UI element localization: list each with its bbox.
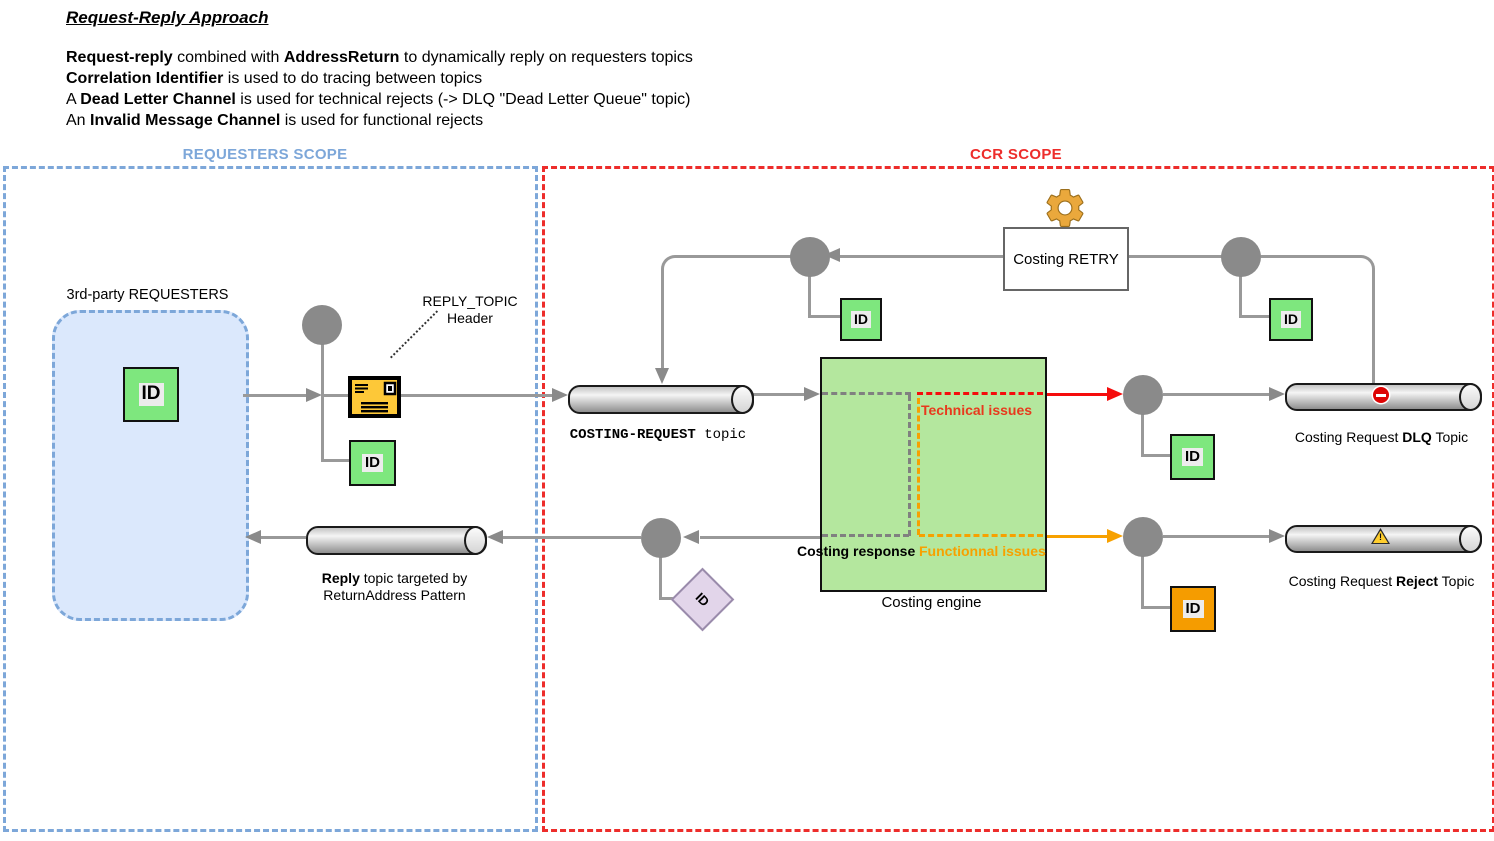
id-badge-reject <box>1170 586 1216 632</box>
id-diamond-label: ID <box>692 589 713 610</box>
id-badge-retry-right <box>1269 298 1313 341</box>
id-badge-label: ID <box>1281 311 1301 328</box>
arrowhead-down-into-request-topic <box>655 368 669 384</box>
reply-topic-label <box>296 570 493 604</box>
costing-request-topic-label <box>558 427 758 443</box>
engine-response-dashed-vertical <box>908 395 911 536</box>
dlq-label-suffix: Topic <box>1431 429 1469 445</box>
elbow-dlq-node-v <box>1141 413 1144 457</box>
arrowhead-into-request-topic <box>552 388 568 402</box>
reject-label-suffix: Topic <box>1438 573 1475 589</box>
requesters-scope-label: REQUESTERS SCOPE <box>182 146 348 163</box>
connector-junction-to-header-id <box>321 459 351 462</box>
intro-line-1-bold2: AddressReturn <box>283 49 400 66</box>
costing-retry-box <box>1003 227 1129 291</box>
intro-line-4-bold1: Invalid Message Channel <box>90 112 281 129</box>
dlq-label-bold: DLQ <box>1402 429 1432 445</box>
reply-topic-note-line2: Header <box>447 310 493 326</box>
costing-retry-label: Costing RETRY <box>1013 250 1119 268</box>
connector-requesters-to-junction <box>243 394 306 397</box>
arrowhead-into-reject-topic <box>1269 529 1285 543</box>
connector-technical-to-dlq-node <box>1043 393 1107 396</box>
intro-line-4 <box>66 110 483 131</box>
pipe-end-cap <box>464 526 487 555</box>
dlq-label-prefix: Costing Request <box>1294 429 1403 445</box>
junction-node-dlq <box>1123 375 1163 415</box>
intro-line-3 <box>66 89 691 110</box>
mail-message-icon <box>348 376 401 418</box>
warning-icon: ! <box>1371 528 1390 544</box>
id-badge-label: ID <box>362 454 383 472</box>
junction-node-reject <box>1123 517 1163 557</box>
technical-issues-label: Technical issues <box>921 402 1033 418</box>
costing-request-topic-pipe <box>568 385 754 414</box>
ccr-scope-label: CCR SCOPE <box>970 146 1062 163</box>
arrowhead-into-reply-node <box>683 530 699 544</box>
intro-line-3-bold1: Dead Letter Channel <box>80 91 236 108</box>
connector-reply-topic-to-requesters <box>261 536 306 539</box>
arrowhead-into-requesters <box>245 530 261 544</box>
engine-response-dashed-line <box>822 534 909 537</box>
reply-topic-note <box>414 293 526 327</box>
functional-issues-label: Functionnal issues <box>919 543 1046 559</box>
id-badge-label: ID <box>139 383 164 406</box>
dlq-topic-label <box>1285 429 1478 445</box>
reject-label-bold: Reject <box>1396 573 1439 589</box>
engine-technical-dashed-line <box>917 392 1043 395</box>
connector-reject-node-to-reject-topic <box>1163 535 1269 538</box>
intro-line-2-text1: is used to do tracing between topics <box>223 70 483 87</box>
connector-junction-vertical <box>321 344 324 461</box>
id-badge-retry-left <box>840 298 882 341</box>
costing-request-topic-suffix: topic <box>695 427 747 443</box>
reject-topic-label <box>1285 573 1478 589</box>
intro-line-1 <box>66 47 693 68</box>
third-party-requesters-box <box>52 310 249 621</box>
page-title: Request-Reply Approach <box>66 8 269 27</box>
connector-reply-node-to-reply-topic <box>503 536 641 539</box>
third-party-requesters-label: 3rd-party REQUESTERS <box>66 287 229 303</box>
arrowhead-into-junction <box>306 388 322 402</box>
elbow-left-retry-node-v <box>808 275 811 318</box>
elbow-reject-node-v <box>1141 555 1144 609</box>
arrowhead-into-engine <box>804 387 820 401</box>
intro-line-4-text0: An <box>66 112 91 129</box>
id-badge-header <box>349 440 396 486</box>
intro-line-3-text1: is used for technical rejects (-> DLQ "Dead Letter Queue" topic) <box>235 91 691 108</box>
arrowhead-red-into-dlq-node <box>1107 387 1123 401</box>
reply-label-bold: Reply <box>321 570 360 586</box>
engine-request-dashed-line <box>822 392 911 395</box>
intro-line-3-text0: A <box>66 91 81 108</box>
connector-request-topic-to-engine <box>750 393 806 396</box>
elbow-right-retry-node-v <box>1239 275 1242 318</box>
reply-topic-note-line1: REPLY_TOPIC <box>422 293 518 309</box>
connector-left-node-down-to-request-topic <box>661 255 793 370</box>
elbow-right-retry-node-h <box>1239 315 1269 318</box>
id-badge-requester <box>123 367 179 422</box>
costing-engine-label: Costing engine <box>881 594 982 611</box>
elbow-left-retry-node-h <box>808 315 840 318</box>
costing-response-label: Costing response <box>797 543 916 559</box>
junction-node-retry-right <box>1221 237 1261 277</box>
connector-dlq-node-to-dlq-topic <box>1163 393 1269 396</box>
intro-line-2 <box>66 68 482 89</box>
elbow-dlq-node-h <box>1141 454 1171 457</box>
connector-retry-node-to-retry-box <box>1125 255 1223 258</box>
costing-request-topic-name: COSTING-REQUEST <box>569 427 696 443</box>
intro-line-2-bold1: Correlation Identifier <box>66 70 224 87</box>
pipe-end-cap <box>1459 525 1482 553</box>
intro-line-1-bold1: Request-reply <box>66 49 173 66</box>
id-badge-dlq <box>1170 434 1215 480</box>
no-entry-icon <box>1373 387 1389 403</box>
reply-topic-pipe <box>306 526 487 555</box>
pipe-end-cap <box>731 385 754 414</box>
intro-line-4-text1: is used for functional rejects <box>280 112 484 129</box>
connector-retry-box-to-left-node <box>840 255 1003 258</box>
connector-functional-to-reject-node <box>1043 535 1107 538</box>
reply-topic-label-line1 <box>296 570 493 587</box>
reply-topic-label-line2: ReturnAddress Pattern <box>323 587 466 603</box>
junction-node-retry-left <box>790 237 830 277</box>
elbow-reply-node-v <box>659 556 662 600</box>
gear-icon <box>1042 184 1088 232</box>
connector-engine-to-reply-node <box>700 536 820 539</box>
id-badge-label: ID <box>1182 448 1203 466</box>
reject-label-prefix: Costing Request <box>1288 573 1397 589</box>
intro-line-1-text2: to dynamically reply on requesters topics <box>399 49 693 66</box>
junction-node-reply <box>641 518 681 558</box>
pipe-end-cap <box>1459 383 1482 411</box>
intro-line-1-text1: combined with <box>172 49 284 66</box>
elbow-reject-node-h <box>1141 606 1171 609</box>
reply-label-rest: topic targeted by <box>359 570 468 586</box>
id-badge-label: ID <box>851 311 871 328</box>
engine-functional-dashed-vertical <box>917 398 920 535</box>
arrowhead-into-dlq-topic <box>1269 387 1285 401</box>
arrowhead-orange-into-reject-node <box>1107 529 1123 543</box>
arrowhead-into-reply-topic <box>487 530 503 544</box>
junction-node-requesters <box>302 305 342 345</box>
id-badge-label: ID <box>1183 600 1204 618</box>
engine-functional-dashed-line <box>919 534 1043 537</box>
